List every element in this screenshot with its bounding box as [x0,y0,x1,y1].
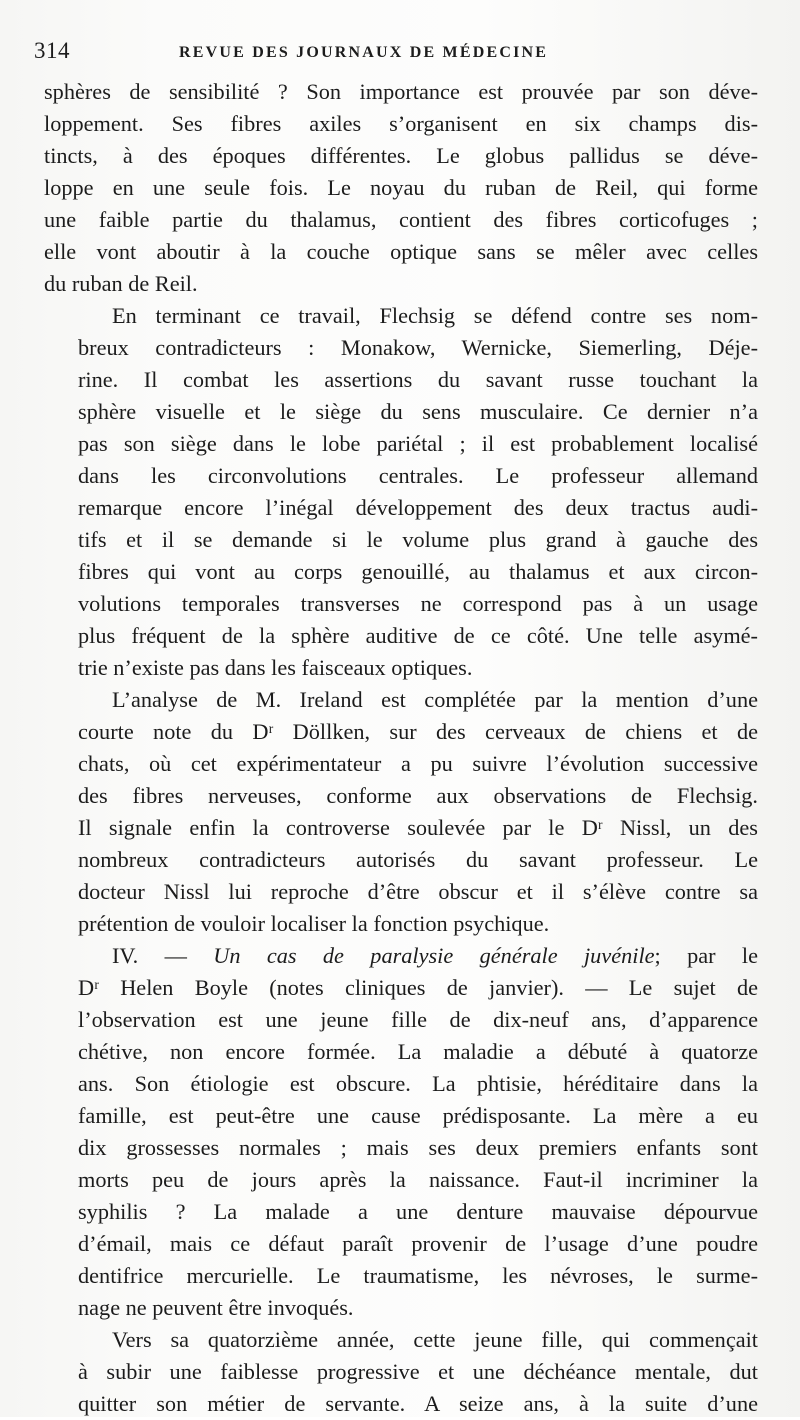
text-line: prétention de vouloir localiser la fonction psychique. [78,911,550,936]
section-label: IV. — [112,943,187,968]
text-line: tifs et il se demande si le volume plus grand à gauche des [78,527,758,552]
text-line: dentifrice mercurielle. Le traumatisme, les névroses, le surme- [78,1263,758,1288]
text-line: famille, est peut-être une cause prédisposante. La mère a eu [78,1103,758,1128]
text-line: loppement. Ses fibres axiles s’organisent en six champs dis- [44,111,758,136]
section-title: Un cas de paralysie générale juvénile [213,943,655,968]
text-line: En terminant ce travail, Flechsig se défend contre ses nom- [112,303,758,328]
text-line: elle vont aboutir à la couche optique sans se mêler avec celles [44,239,758,264]
text-line: pas son siège dans le lobe pariétal ; il est probablement localisé [78,431,758,456]
running-title: REVUE DES JOURNAUX DE MÉDECINE [179,44,549,61]
text-line: ans. Son étiologie est obscure. La phtisie, héréditaire dans la [78,1071,758,1096]
running-header [34,38,774,70]
text-line: des fibres nerveuses, conforme aux observations de Flechsig. [78,783,758,808]
page-number: 314 [34,38,70,63]
section-heading-line [44,940,758,972]
text-line: nombreux contradicteurs autorisés du savant professeur. Le [78,847,758,872]
text-line: Dʳ Helen Boyle (notes cliniques de janvier). — Le sujet de [78,975,758,1000]
text-line: rine. Il combat les assertions du savant russe touchant la [78,367,758,392]
text-line: chétive, non encore formée. La maladie a débuté à quatorze [78,1039,758,1064]
text-line: sphères de sensibilité ? Son importance est prouvée par son déve- [44,79,758,104]
text-line: chats, où cet expérimentateur a pu suivre l’évolution successive [78,751,758,776]
text-line: volutions temporales transverses ne correspond pas à un usage [78,591,758,616]
paragraph [44,76,758,300]
text-line: Vers sa quatorzième année, cette jeune fille, qui commençait [112,1327,758,1352]
text-line: du ruban de Reil. [44,271,198,296]
text-line: L’analyse de M. Ireland est complétée par la mention d’une [112,687,758,712]
section-heading-tail: ; par le [654,943,758,968]
text-line: courte note du Dʳ Döllken, sur des cerveaux de chiens et de [78,719,758,744]
paragraph [44,684,758,940]
text-line: breux contradicteurs : Monakow, Wernicke, Siemerling, Déje- [78,335,758,360]
text-line: Il signale enfin la controverse soulevée par le Dʳ Nissl, un des [78,815,758,840]
paragraph [44,1324,758,1420]
section-paragraph [44,940,758,1324]
text-line: d’émail, mais ce défaut paraît provenir de l’usage d’une poudre [78,1231,758,1256]
text-line: l’observation est une jeune fille de dix-neuf ans, d’apparence [78,1007,758,1032]
text-line: une faible partie du thalamus, contient des fibres corticofuges ; [44,207,758,232]
text-line: sphère visuelle et le siège du sens musculaire. Ce dernier n’a [78,399,758,424]
text-line: morts peu de jours après la naissance. Faut-il incriminer la [78,1167,758,1192]
text-line: nage ne peuvent être invoqués. [78,1295,354,1320]
body-text [44,76,758,1420]
text-line: tincts, à des époques différentes. Le globus pallidus se déve- [44,143,758,168]
text-line: quitter son métier de servante. A seize ans, à la suite d’une [78,1391,758,1416]
paragraph [44,300,758,684]
text-line: trie n’existe pas dans les faisceaux optiques. [78,655,473,680]
text-line: plus fréquent de la sphère auditive de ce côté. Une telle asymé- [78,623,758,648]
text-line: loppe en une seule fois. Le noyau du ruban de Reil, qui forme [44,175,758,200]
text-line: syphilis ? La malade a une denture mauvaise dépourvue [78,1199,758,1224]
text-line: fibres qui vont au corps genouillé, au thalamus et aux circon- [78,559,758,584]
text-line: docteur Nissl lui reproche d’être obscur et il s’élève contre sa [78,879,758,904]
text-line: dans les circonvolutions centrales. Le professeur allemand [78,463,758,488]
text-line: remarque encore l’inégal développement des deux tractus audi- [78,495,758,520]
text-line: à subir une faiblesse progressive et une déchéance mentale, dut [78,1359,758,1384]
text-line: dix grossesses normales ; mais ses deux premiers enfants sont [78,1135,758,1160]
